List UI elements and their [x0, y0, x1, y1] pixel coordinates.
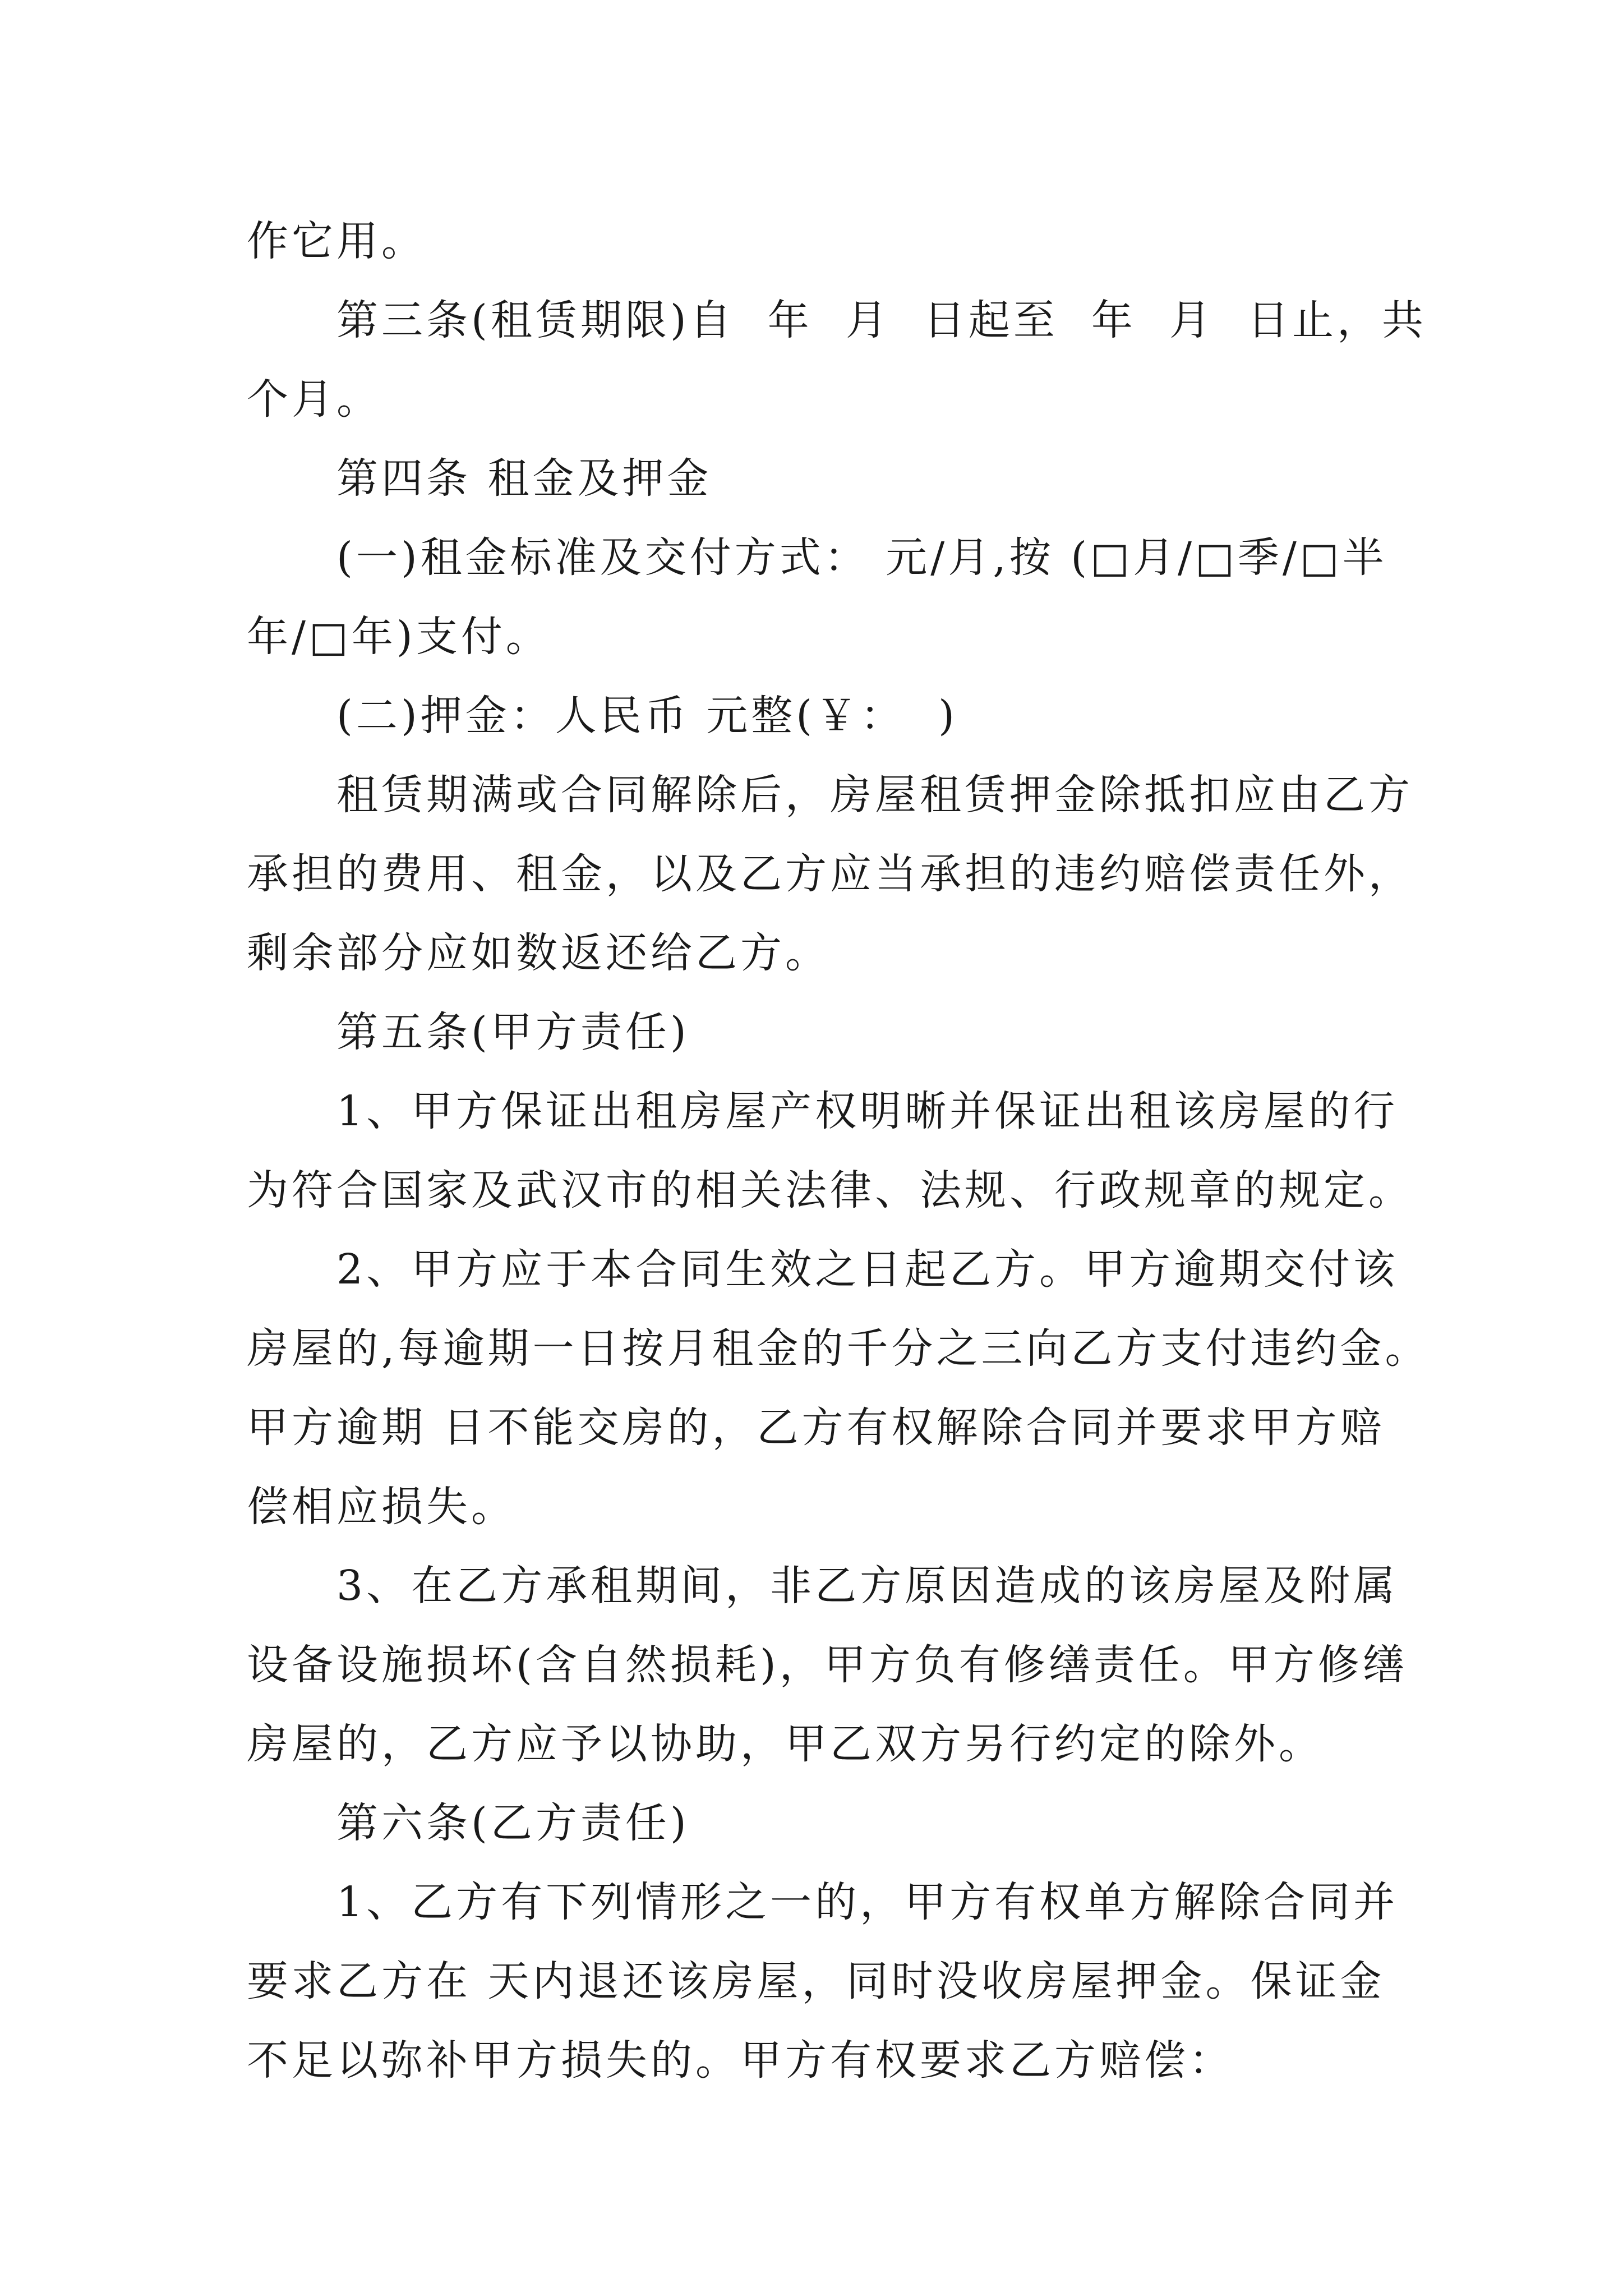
text-line: 第三条(租赁期限)自 年 月 日起至 年 月 日止，共	[336, 296, 1427, 344]
text-line: 承担的费用、租金，以及乙方应当承担的违约赔偿责任外，	[247, 850, 1413, 898]
text-line: (二)押金：人民币 元整(￥： )	[336, 692, 958, 740]
text-line: 要求乙方在 天内退还该房屋，同时没收房屋押金。保证金	[247, 1957, 1385, 2005]
text-line: 个月。	[247, 375, 381, 424]
text-line: 偿相应损失。	[247, 1483, 516, 1531]
text-line: 剩余部分应如数返还给乙方。	[247, 929, 830, 977]
text-line: 年/□年)支付。	[247, 613, 551, 661]
text-line: 房屋的，乙方应予以协助，甲乙双方另行约定的除外。	[247, 1720, 1324, 1768]
text-line: 甲方逾期 日不能交房的，乙方有权解除合同并要求甲方赔	[247, 1404, 1385, 1452]
section-heading: 第六条(乙方责任)	[336, 1799, 690, 1847]
text-line: 不足以弥补甲方损失的。甲方有权要求乙方赔偿：	[247, 2036, 1234, 2085]
section-heading: 第四条 租金及押金	[336, 454, 712, 503]
section-heading: 第五条(甲方责任)	[336, 1008, 690, 1056]
text-line: 2、甲方应于本合同生效之日起乙方。甲方逾期交付该	[336, 1245, 1399, 1294]
text-line: 房屋的,每逾期一日按月租金的千分之三向乙方支付违约金。	[247, 1324, 1430, 1373]
document-body	[247, 202, 1430, 2100]
text-line: 作它用。	[247, 217, 426, 265]
text-line: 设备设施损坏(含自然损耗)，甲方负有修缮责任。甲方修缮	[247, 1641, 1408, 1689]
text-line: 1、乙方有下列情形之一的，甲方有权单方解除合同并	[336, 1878, 1399, 1926]
text-line: 1、甲方保证出租房屋产权明晰并保证出租该房屋的行	[336, 1087, 1399, 1135]
text-line: 3、在乙方承租期间，非乙方原因造成的该房屋及附属	[336, 1562, 1399, 1610]
text-line: (一)租金标准及交付方式： 元/月,按 (□月/□季/□半	[336, 533, 1387, 582]
text-line: 租赁期满或合同解除后，房屋租赁押金除抵扣应由乙方	[336, 771, 1413, 819]
text-line: 为符合国家及武汉市的相关法律、法规、行政规章的规定。	[247, 1166, 1413, 1214]
